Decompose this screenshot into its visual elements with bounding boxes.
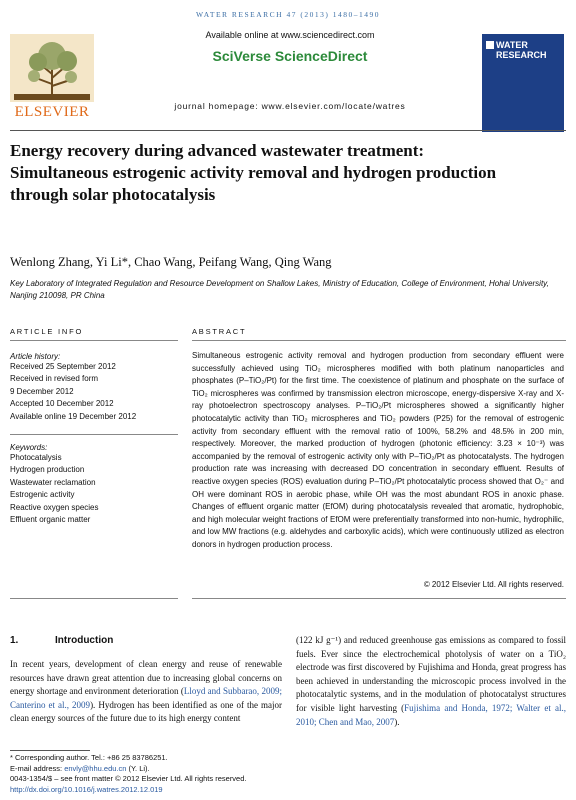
doi-link[interactable]: http://dx.doi.org/10.1016/j.watres.2012.12.019 <box>10 784 163 794</box>
article-history <box>10 352 180 423</box>
publisher-name: ELSEVIER <box>14 104 90 120</box>
author-list: Wenlong Zhang, Yi Li*, Chao Wang, Peifang Wang, Qing Wang <box>10 255 332 269</box>
section-title: Introduction <box>55 635 114 646</box>
journal-cover-title <box>496 40 562 60</box>
affiliation: Key Laboratory of Integrated Regulation and Resource Development on Shallow Lakes, Ministry of Education, College of Environment, Hohai University, Nanjing 210098, PR China <box>10 279 549 300</box>
history-label: Article history: <box>10 352 61 361</box>
article-info-heading: ARTICLE INFO <box>10 327 84 336</box>
info-end-divider <box>10 598 178 599</box>
keywords-divider <box>10 434 178 435</box>
abstract-body: Simultaneous estrogenic activity removal and hydrogen production from secondary effluent were successfully achieved using TiO₂ microspheres modified with both platinum nanoparticles and phosphates (P–TiO₂/Pt) for the first time. The coexistence of platinum and phosphate on the surface of TiO₂ microspheres was confirmed by transmission electron microscope, energy-dispersive X-ray and X-ray photoelectron spectroscopy analyses. P–TiO₂/Pt microspheres showed a significantly higher photocatalytic activity than TiO₂ microspheres and TiO₂ powders (P25) for the removal of estrogenic activity from secondary effluent with the removal ratio of 100%, 58.2% and 48.5% in 200 min, respectively. Moreover, the marked production of hydrogen (photonic efficiency: 3.23 × 10⁻³) was accompanied by the removal of estrogenic activity only with P–TiO₂/Pt as photocatalysts. The hydrogen production rate was increasing with decreased DO concentration in secondary effluent. Results of reactive oxygen species (ROS) evaluation during P–TiO₂/Pt photocatalytic process showed that O₂⁻ and OH were dominant ROS in aerobic phase, while OH was the most abundant ROS in anoxic phase. Changes of effluent organic matter (EfOM) during photocatalysis revealed that aromatic, hydrophobic, and high molecular weight fractions of EfOM were preferentially transformed into non-humic, hydrophilic, and low MW fractions (e.g. aldehydes and carboxylic acids), which were continuously utilized as electron donors in hydrogen production process. <box>192 351 564 549</box>
intro-column-left <box>10 658 282 726</box>
copyright-notice: © 2012 Elsevier Ltd. All rights reserved. <box>423 580 564 589</box>
keywords-list <box>10 443 180 526</box>
article-title: Energy recovery during advanced wastewater treatment: Simultaneous estrogenic activity removal and hydrogen production through solar photocatalysis <box>10 141 497 204</box>
issn-note: 0043-1354/$ – see front matter © 2012 Elsevier Ltd. All rights reserved. <box>10 774 247 784</box>
corresponding-author-note: * Corresponding author. Tel.: +86 25 83786251. <box>10 753 168 762</box>
history-item: Available online 19 December 2012 <box>10 411 137 421</box>
section-heading-introduction <box>10 635 113 646</box>
cover-title-line-1: WATER <box>496 40 528 50</box>
history-item: Received 25 September 2012 <box>10 362 116 371</box>
history-item: 9 December 2012 <box>10 386 74 396</box>
email-note <box>10 764 410 775</box>
email-link[interactable]: envly@hhu.edu.cn <box>64 763 127 773</box>
history-item: Received in revised form <box>10 374 99 384</box>
abstract-end-divider <box>192 598 566 599</box>
article-info-divider <box>10 340 178 341</box>
footnote-divider <box>10 750 90 751</box>
email-label: E-mail address: <box>10 763 65 773</box>
abstract-divider <box>192 340 566 341</box>
sciencedirect-brand[interactable]: SciVerse ScienceDirect <box>212 48 368 64</box>
intro-column-right <box>296 634 566 729</box>
email-suffix: (Y. Li). <box>126 763 150 773</box>
keyword-item: Wastewater reclamation <box>10 477 96 487</box>
cover-title-line-2: RESEARCH <box>496 50 547 60</box>
keyword-item: Reactive oxygen species <box>10 502 99 512</box>
iwa-logo-icon <box>486 41 494 49</box>
citation-link[interactable]: Fujishima and Honda, 1972; Walter et al., 2010; Chen and Mao, 2007 <box>296 702 566 727</box>
keyword-item: Hydrogen production <box>10 465 85 475</box>
section-number: 1. <box>10 635 19 646</box>
citation-link[interactable]: Lloyd and Subbarao, 2009; Canterino et al., 2009 <box>10 686 282 710</box>
journal-homepage-link[interactable]: journal homepage: www.elsevier.com/locate/watres <box>174 101 406 111</box>
keyword-item: Effluent organic matter <box>10 515 91 525</box>
intro-text: ). Hydrogen has been identified as one of the major clean energy sources of the future due to its high energy content <box>10 699 282 724</box>
intro-text: (122 kJ g⁻¹) and reduced greenhouse gas emissions as compared to fossil fuels. Ever since the electrochemical photolysis of water on a TiO₂ electrode was first discovered by Fujishima and Honda, great progress has been achieved in understanding the microscopic process involved in the photocatalytic systems, and in the modulation of photocatalyst structures for visible light harvesting ( <box>296 635 566 713</box>
keyword-item: Estrogenic activity <box>10 490 75 500</box>
available-online-text: Available online at www.sciencedirect.com <box>205 30 375 40</box>
footnotes <box>10 753 410 795</box>
header-divider <box>10 130 566 131</box>
keywords-label: Keywords: <box>10 443 48 452</box>
running-head: WATER RESEARCH 47 (2013) 1480–1490 <box>196 10 380 19</box>
intro-text: ). <box>394 716 400 727</box>
abstract-heading: ABSTRACT <box>192 327 247 336</box>
keyword-item: Photocatalysis <box>10 453 62 462</box>
intro-text: In recent years, development of clean energy and reuse of renewable resources have drawn great attention due to increasing global concerns on energy shortage and environment deterioration ( <box>10 659 282 697</box>
history-item: Accepted 10 December 2012 <box>10 399 114 409</box>
